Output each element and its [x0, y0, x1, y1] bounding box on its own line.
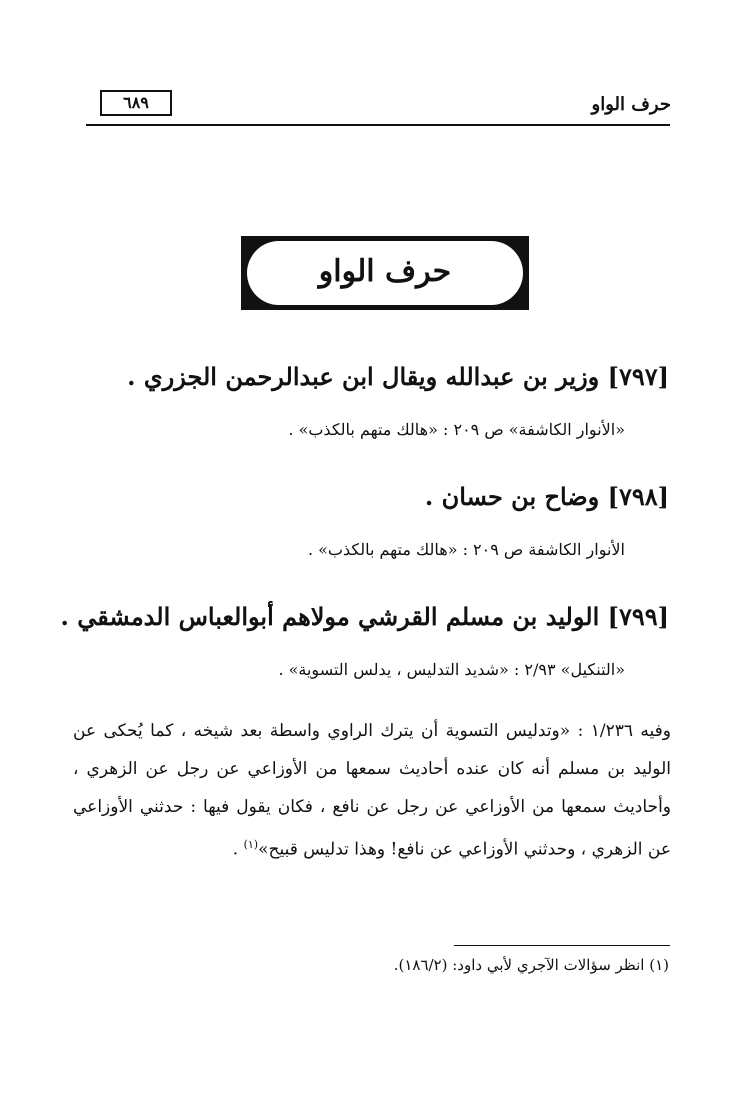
footnote-reference: (١): [243, 838, 259, 851]
body-paragraph: [73, 712, 671, 869]
chapter-title-frame: [241, 236, 529, 310]
entry-source-799: «التنكيل» ٢/٩٣ : «شديد التدليس ، يدلس التسوية» .: [278, 660, 625, 679]
page-number: ٦٨٩: [100, 90, 172, 116]
chapter-title: حرف الواو: [247, 241, 523, 305]
header-divider: [86, 124, 670, 126]
body-end: .: [232, 839, 244, 860]
entry-heading-798: [٧٩٨] وضاح بن حسان .: [424, 482, 669, 511]
entry-source-797: «الأنوار الكاشفة» ص ٢٠٩ : «هالك متهم بالكذب» .: [288, 420, 625, 439]
body-text: وفيه ١/٢٣٦ : «وتدليس التسوية أن يترك الراوي واسطة بعد شيخه ، كما يُحكى عن الوليد بن مسلم أنه كان عنده أحاديث سمعها من الأوزاعي عن رجل عن الزهري ، وأحاديث سمعها من الأوزاعي عن رجل عن نافع ، فكان يقول فيها : حدثني الأوزاعي عن الزهري ، وحدثني الأوزاعي عن نافع! وهذا تدليس قبيح»: [73, 721, 671, 860]
entry-source-798: الأنوار الكاشفة ص ٢٠٩ : «هالك متهم بالكذب» .: [307, 540, 625, 559]
footnote-divider: [454, 945, 670, 946]
entry-heading-799: [٧٩٩] الوليد بن مسلم القرشي مولاهم أبوالعباس الدمشقي .: [60, 602, 669, 631]
footnote-text: (١) انظر سؤالات الآجري لأبي داود: (١٨٦/٢).: [393, 956, 669, 974]
running-header-title: حرف الواو: [591, 94, 671, 115]
entry-heading-797: [٧٩٧] وزير بن عبدالله ويقال ابن عبدالرحمن الجزري .: [127, 362, 669, 391]
